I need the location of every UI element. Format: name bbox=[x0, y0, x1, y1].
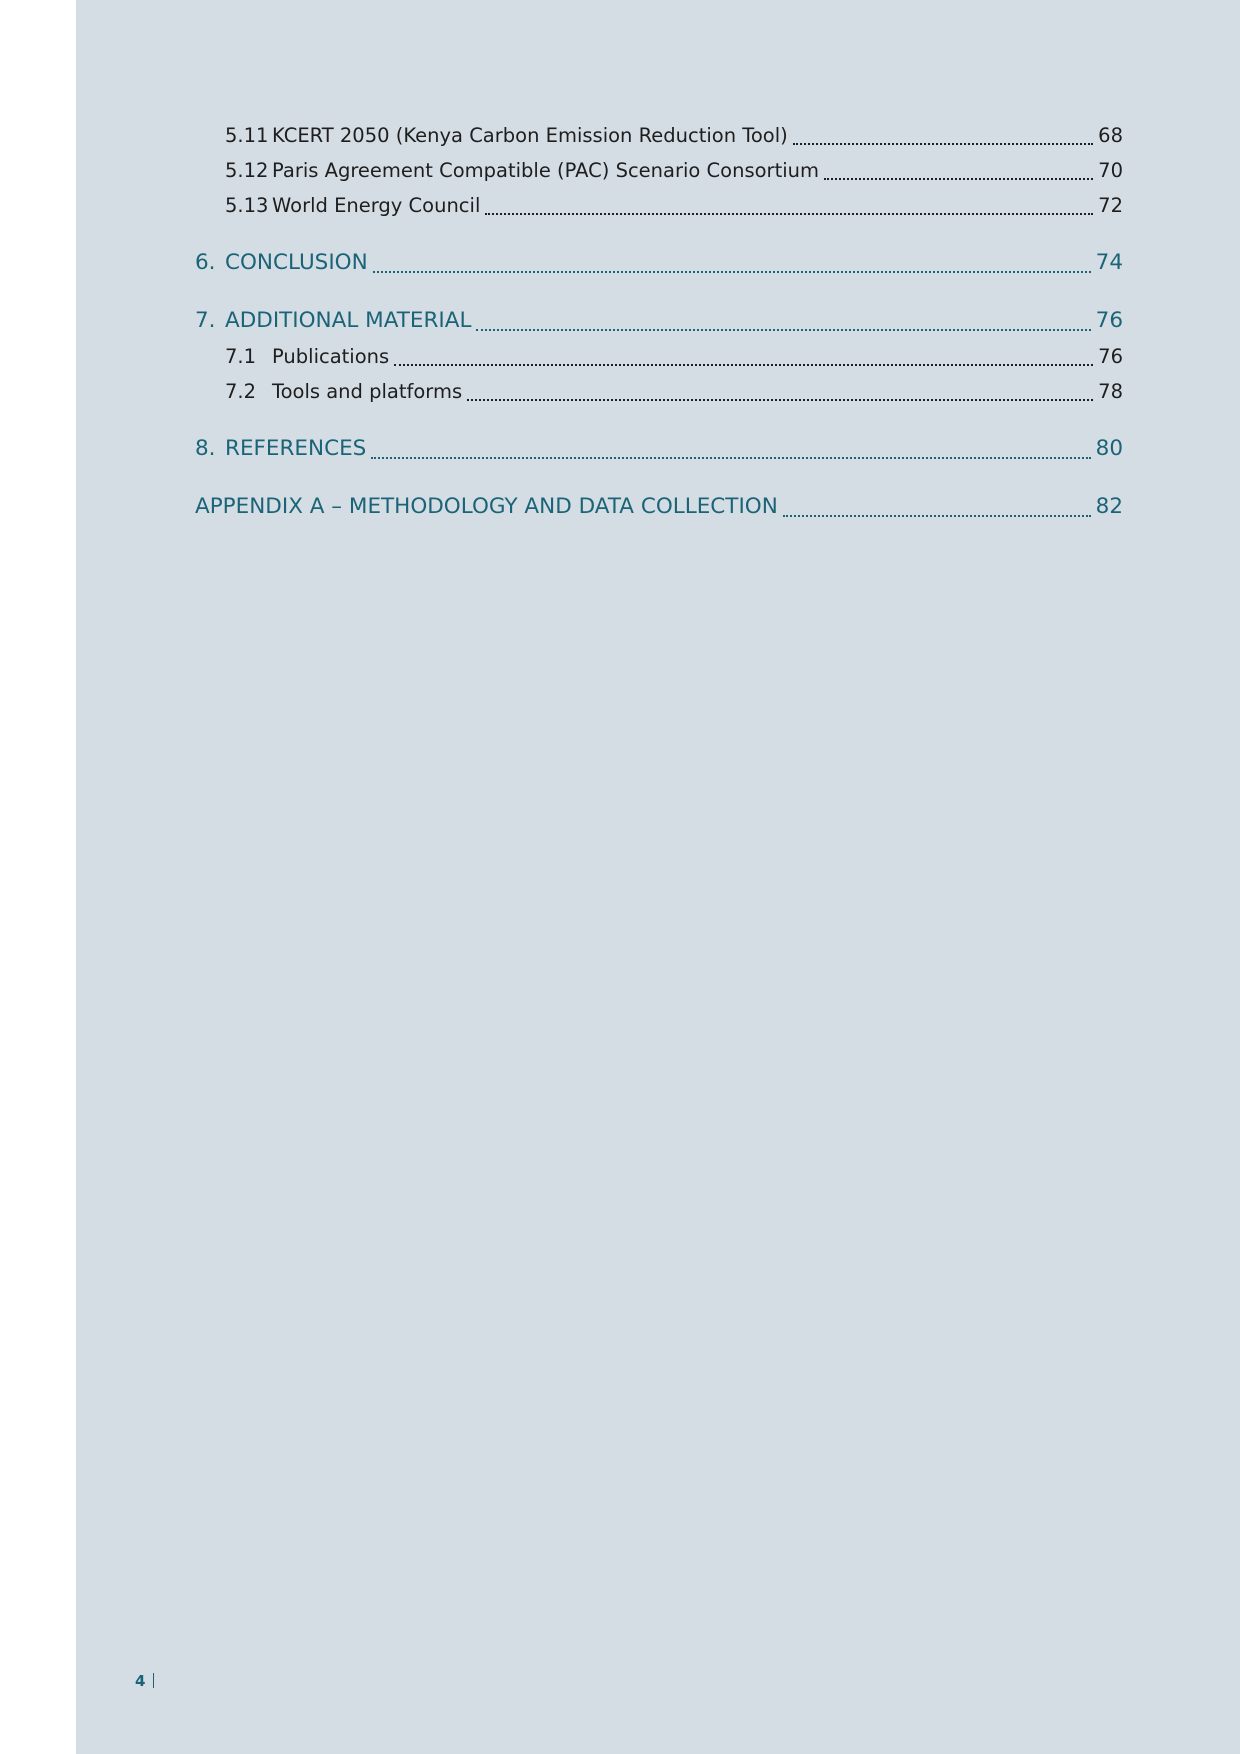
dot-leader bbox=[467, 399, 1093, 401]
toc-entry-title: Paris Agreement Compatible (PAC) Scenario Consortium bbox=[272, 159, 819, 182]
toc-entry-number: 8. bbox=[195, 436, 216, 461]
toc-entry-page: 76 bbox=[1095, 308, 1123, 333]
toc-entry-7-2[interactable] bbox=[195, 374, 1123, 409]
page-number-footer bbox=[135, 1672, 154, 1690]
dot-leader bbox=[373, 271, 1091, 273]
toc-entry-page: 76 bbox=[1098, 345, 1123, 368]
toc-entry-5-11[interactable] bbox=[195, 118, 1123, 153]
toc-entry-title: ADDITIONAL MATERIAL bbox=[225, 308, 472, 333]
dot-leader bbox=[824, 178, 1093, 180]
toc-entry-title: Tools and platforms bbox=[272, 380, 463, 403]
footer-divider bbox=[153, 1673, 154, 1688]
dot-leader bbox=[476, 329, 1090, 331]
toc-entry-page: 80 bbox=[1095, 436, 1123, 461]
toc-entry-number: 7.1 bbox=[225, 345, 257, 368]
dot-leader bbox=[783, 515, 1091, 517]
toc-entry-5-13[interactable] bbox=[195, 188, 1123, 223]
toc-entry-5-12[interactable] bbox=[195, 153, 1123, 188]
dot-leader bbox=[485, 213, 1093, 215]
toc-entry-page: 72 bbox=[1098, 194, 1123, 217]
toc-entry-number: 5.13 bbox=[225, 194, 269, 217]
toc-entry-page: 82 bbox=[1095, 494, 1123, 519]
toc-entry-number: 5.12 bbox=[225, 159, 269, 182]
toc-entry-6-conclusion[interactable] bbox=[195, 245, 1123, 281]
toc-entry-title: KCERT 2050 (Kenya Carbon Emission Reduction Tool) bbox=[272, 124, 788, 147]
toc-entry-page: 70 bbox=[1098, 159, 1123, 182]
toc-entry-title: Publications bbox=[272, 345, 390, 368]
toc-entry-title: REFERENCES bbox=[225, 436, 367, 461]
toc-entry-title: CONCLUSION bbox=[225, 250, 368, 275]
toc-entry-8-references[interactable] bbox=[195, 431, 1123, 467]
table-of-contents bbox=[195, 118, 1123, 525]
toc-entry-page: 78 bbox=[1098, 380, 1123, 403]
toc-entry-appendix-a[interactable] bbox=[195, 489, 1123, 525]
toc-entry-7-additional-material[interactable] bbox=[195, 303, 1123, 339]
toc-entry-number: 7.2 bbox=[225, 380, 257, 403]
toc-entry-page: 68 bbox=[1098, 124, 1123, 147]
dot-leader bbox=[371, 457, 1090, 459]
page-number: 4 bbox=[135, 1672, 146, 1690]
toc-entry-number: 6. bbox=[195, 250, 216, 275]
toc-entry-title: World Energy Council bbox=[272, 194, 481, 217]
toc-entry-number: 5.11 bbox=[225, 124, 269, 147]
toc-entry-page: 74 bbox=[1095, 250, 1123, 275]
toc-entry-number: 7. bbox=[195, 308, 216, 333]
toc-entry-title: APPENDIX A – METHODOLOGY AND DATA COLLECTION bbox=[195, 494, 778, 519]
toc-entry-7-1[interactable] bbox=[195, 339, 1123, 374]
dot-leader bbox=[793, 143, 1093, 145]
dot-leader bbox=[394, 364, 1093, 366]
